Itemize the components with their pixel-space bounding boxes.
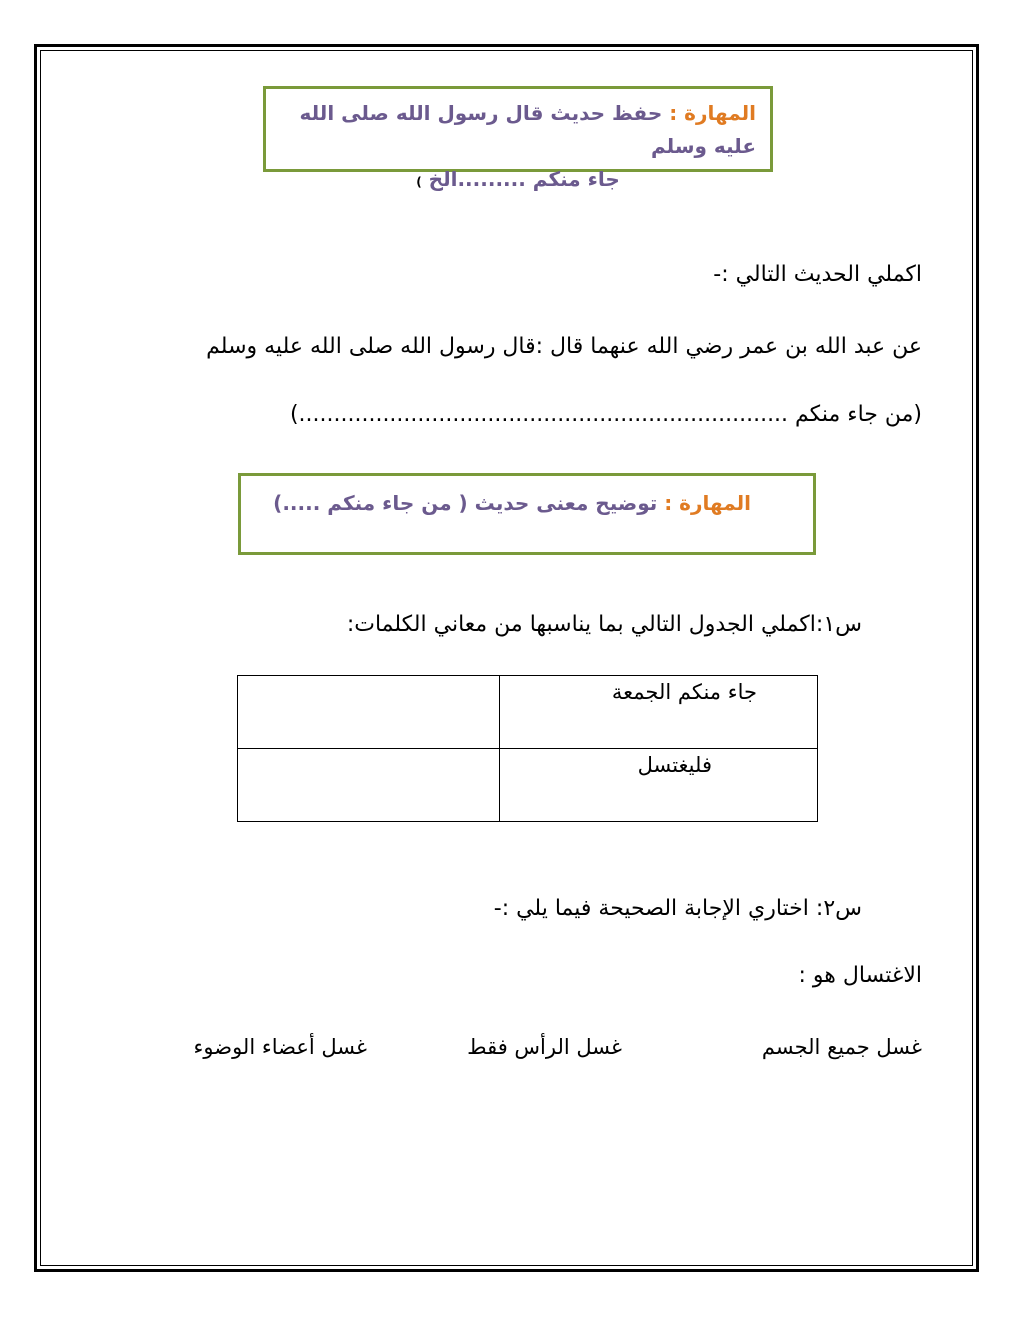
instruction-complete-hadith: اكملي الحديث التالي :-	[713, 262, 922, 287]
skill-box-explain	[238, 473, 816, 555]
question-2: س٢: اختاري الإجابة الصحيحة فيما يلي :-	[493, 896, 862, 921]
vocabulary-table	[237, 675, 818, 822]
skill-text-suffix: )	[416, 175, 422, 189]
skill-label: المهارة :	[664, 491, 751, 515]
page-border-inner	[40, 50, 973, 1266]
skill-text: توضيح معنى حديث ( من جاء منكم .....)	[273, 491, 658, 515]
skill-label: المهارة :	[669, 101, 756, 125]
table-cell-meaning-blank[interactable]	[238, 676, 500, 749]
table-cell-word: فليغتسل	[500, 749, 818, 822]
answer-option[interactable]: غسل جميع الجسم	[761, 1035, 922, 1059]
question-2-stem: الاغتسال هو :	[798, 963, 922, 988]
skill-text-line2: جاء منكم .........الخ	[428, 167, 620, 191]
question-1: س١:اكملي الجدول التالي بما يناسبها من معاني الكلمات:	[346, 612, 862, 637]
hadith-intro: عن عبد الله بن عمر رضي الله عنهما قال :قال رسول الله صلى الله عليه وسلم	[206, 334, 922, 359]
skill-text-line1: حفظ حديث قال رسول الله صلى الله عليه وسلم	[299, 101, 756, 158]
table-row	[238, 676, 818, 749]
hadith-fill-blank[interactable]: (من جاء منكم ......................................................................)	[289, 402, 922, 427]
table-cell-meaning-blank[interactable]	[238, 749, 500, 822]
answer-option[interactable]: غسل الرأس فقط	[467, 1035, 622, 1059]
table-row	[238, 749, 818, 822]
answer-option[interactable]: غسل أعضاء الوضوء	[193, 1035, 367, 1059]
skill-box-memorize	[263, 86, 773, 191]
table-cell-word: جاء منكم الجمعة	[500, 676, 818, 749]
